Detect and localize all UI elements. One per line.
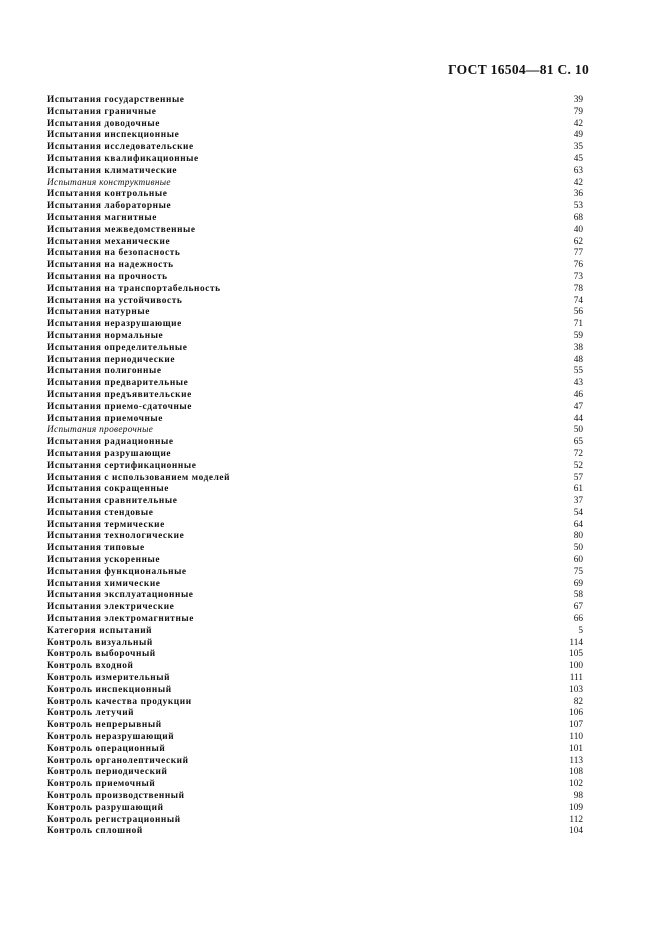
- index-page-number: 38: [573, 342, 583, 353]
- index-entry: [47, 520, 583, 532]
- index-entry: [47, 461, 583, 473]
- index-page-number: 49: [573, 130, 583, 141]
- index-page-number: 73: [573, 271, 583, 282]
- index-term: Испытания с использованием моделей: [47, 472, 231, 483]
- index-entry: [47, 484, 583, 496]
- index-term: Испытания предъявительские: [47, 389, 192, 400]
- index-entry: [47, 602, 583, 614]
- index-term: Испытания стендовые: [47, 507, 154, 518]
- index-term: Испытания сертификационные: [47, 460, 197, 471]
- index-page-number: 55: [573, 366, 583, 377]
- index-entry: [47, 791, 583, 803]
- index-term: Испытания лабораторные: [47, 201, 172, 212]
- index-term: Контроль операционный: [47, 743, 166, 754]
- index-entry: [47, 555, 583, 567]
- index-entry: [47, 119, 583, 131]
- index-page-number: 71: [573, 319, 583, 330]
- index-page-number: 107: [569, 720, 583, 731]
- index-page-number: 37: [573, 496, 583, 507]
- index-page-number: 109: [569, 802, 583, 813]
- index-page-number: 74: [573, 295, 583, 306]
- index-entry: [47, 697, 583, 709]
- index-page-number: 68: [573, 212, 583, 223]
- index-page-number: 35: [573, 142, 583, 153]
- index-term: Испытания радиационные: [47, 437, 174, 448]
- index-term: Испытания контрольные: [47, 189, 168, 200]
- index-page-number: 56: [573, 307, 583, 318]
- index-page-number: 54: [573, 507, 583, 518]
- index-term: Испытания химические: [47, 578, 161, 589]
- index-term: Испытания приемо-сдаточные: [47, 401, 193, 412]
- index-term: Испытания сокращенные: [47, 484, 169, 495]
- index-entry: [47, 331, 583, 343]
- index-term: Испытания определительные: [47, 342, 188, 353]
- index-entry: [47, 225, 583, 237]
- index-term: Контроль разрушающий: [47, 802, 164, 813]
- index-page-number: 106: [569, 708, 583, 719]
- index-page-number: 65: [573, 437, 583, 448]
- index-term: Контроль регистрационный: [47, 814, 181, 825]
- index-term: Испытания механические: [47, 236, 171, 247]
- index-entry: [47, 414, 583, 426]
- index-entry: [47, 343, 583, 355]
- index-page-number: 57: [573, 472, 583, 483]
- index-entry: [47, 390, 583, 402]
- index-term: Контроль неразрушающий: [47, 732, 175, 743]
- index-page-number: 62: [573, 236, 583, 247]
- index-page-number: 111: [569, 673, 583, 684]
- index-entry: [47, 685, 583, 697]
- index-entry: [47, 402, 583, 414]
- index-page-number: 67: [573, 602, 583, 613]
- index-page-number: 75: [573, 566, 583, 577]
- index-entry: [47, 720, 583, 732]
- index-entry: [47, 496, 583, 508]
- index-entry: [47, 826, 583, 838]
- index-term: Испытания полигонные: [47, 366, 162, 377]
- index-term: Испытания электромагнитные: [47, 614, 194, 625]
- index-page-number: 60: [573, 555, 583, 566]
- index-entry: [47, 732, 583, 744]
- index-page-number: 52: [573, 460, 583, 471]
- index-page-number: 98: [573, 791, 583, 802]
- index-page-number: 66: [573, 614, 583, 625]
- index-term: Контроль непрерывный: [47, 720, 162, 731]
- index-entry: [47, 590, 583, 602]
- index-page-number: 77: [573, 248, 583, 259]
- index-term: Испытания функциональные: [47, 566, 187, 577]
- index-entry: [47, 307, 583, 319]
- index-page-number: 42: [573, 118, 583, 129]
- index-term: Контроль инспекционный: [47, 684, 172, 695]
- index-page-number: 114: [569, 637, 583, 648]
- index-term: Испытания доводочные: [47, 118, 160, 129]
- index-page-number: 39: [573, 95, 583, 105]
- index-entry: [47, 107, 583, 119]
- index-entry: [47, 626, 583, 638]
- index-entry: [47, 649, 583, 661]
- index-term: Испытания периодические: [47, 354, 176, 365]
- index-page-number: 50: [573, 425, 583, 436]
- index-term: Испытания ускоренные: [47, 555, 161, 566]
- page-header: ГОСТ 16504—81 С. 10: [448, 62, 589, 77]
- index-term: Испытания на безопасность: [47, 248, 181, 259]
- index-page-number: 101: [569, 743, 583, 754]
- index-entry: [47, 567, 583, 579]
- index-term: Испытания предварительные: [47, 378, 189, 389]
- index-entry: [47, 355, 583, 367]
- index-term: Испытания эксплуатационные: [47, 590, 194, 601]
- index-term: Испытания сравнительные: [47, 496, 178, 507]
- index-term: Испытания магнитные: [47, 212, 157, 223]
- index-term: Контроль измерительный: [47, 673, 171, 684]
- index-entry: [47, 178, 583, 190]
- index-term: Испытания на устойчивость: [47, 295, 183, 306]
- index-term: Испытания технологические: [47, 531, 185, 542]
- index-term: Испытания приемочные: [47, 413, 163, 424]
- index-term: Контроль производственный: [47, 791, 185, 802]
- index-entry: [47, 437, 583, 449]
- index-page-number: 82: [573, 696, 583, 707]
- index-entry: [47, 779, 583, 791]
- index-entry: [47, 260, 583, 272]
- index-entry: [47, 284, 583, 296]
- index-term: Испытания граничные: [47, 106, 157, 117]
- index-page-number: 80: [573, 531, 583, 542]
- index-page-number: 53: [573, 201, 583, 212]
- index-entry: [47, 95, 583, 107]
- index-page-number: 42: [573, 177, 583, 188]
- index-page-number: 79: [573, 106, 583, 117]
- index-term: Категория испытаний: [47, 625, 153, 636]
- index-page-number: 58: [573, 590, 583, 601]
- index-term: Контроль периодический: [47, 767, 168, 778]
- index-page-number: 46: [573, 389, 583, 400]
- index-entry: [47, 815, 583, 827]
- index-term: Контроль выборочный: [47, 649, 156, 660]
- index-entry: [47, 142, 583, 154]
- index-entry: [47, 425, 583, 437]
- index-entry: [47, 673, 583, 685]
- index-term: Контроль приемочный: [47, 779, 156, 790]
- index-entry: [47, 638, 583, 650]
- index-page-number: 100: [569, 661, 583, 672]
- index-entry: [47, 130, 583, 142]
- index-term: Испытания нормальные: [47, 330, 164, 341]
- index-page-number: 47: [573, 401, 583, 412]
- index-entry: [47, 272, 583, 284]
- index-term: Испытания электрические: [47, 602, 175, 613]
- index-page-number: 36: [573, 189, 583, 200]
- index-entry: [47, 756, 583, 768]
- alphabetical-index: [47, 95, 583, 838]
- index-term: Испытания конструктивные: [47, 177, 171, 188]
- index-term: Контроль качества продукции: [47, 696, 192, 707]
- index-term: Испытания натурные: [47, 307, 150, 318]
- index-entry: [47, 449, 583, 461]
- index-term: Испытания на транспортабельность: [47, 283, 221, 294]
- index-page-number: 61: [573, 484, 583, 495]
- index-entry: [47, 661, 583, 673]
- index-page-number: 64: [573, 519, 583, 530]
- index-entry: [47, 378, 583, 390]
- index-entry: [47, 543, 583, 555]
- index-page-number: 104: [569, 826, 583, 837]
- index-page-number: 110: [569, 732, 583, 743]
- index-entry: [47, 614, 583, 626]
- index-page-number: 59: [573, 330, 583, 341]
- index-term: Испытания государственные: [47, 95, 185, 105]
- index-page-number: 113: [569, 755, 583, 766]
- index-entry: [47, 803, 583, 815]
- index-page-number: 40: [573, 224, 583, 235]
- index-term: Испытания на прочность: [47, 271, 168, 282]
- index-entry: [47, 189, 583, 201]
- index-term: Контроль входной: [47, 661, 134, 672]
- index-entry: [47, 166, 583, 178]
- index-entry: [47, 154, 583, 166]
- index-page-number: 44: [573, 413, 583, 424]
- index-entry: [47, 296, 583, 308]
- index-term: Контроль летучий: [47, 708, 135, 719]
- index-page-number: 48: [573, 354, 583, 365]
- index-page-number: 45: [573, 153, 583, 164]
- index-page-number: 72: [573, 448, 583, 459]
- index-term: Испытания межведомственные: [47, 224, 196, 235]
- index-term: Контроль визуальный: [47, 637, 153, 648]
- index-page-number: 103: [569, 684, 583, 695]
- index-entry: [47, 319, 583, 331]
- index-term: Испытания на надежность: [47, 260, 174, 271]
- index-page-number: 78: [573, 283, 583, 294]
- index-entry: [47, 237, 583, 249]
- index-page-number: 43: [573, 378, 583, 389]
- index-term: Испытания инспекционные: [47, 130, 180, 141]
- index-entry: [47, 744, 583, 756]
- index-entry: [47, 473, 583, 485]
- index-page-number: 63: [573, 165, 583, 176]
- index-entry: [47, 366, 583, 378]
- index-page-number: 76: [573, 260, 583, 271]
- index-page-number: 112: [569, 814, 583, 825]
- index-entry: [47, 579, 583, 591]
- index-term: Контроль органолептический: [47, 755, 189, 766]
- index-entry: [47, 248, 583, 260]
- index-entry: [47, 508, 583, 520]
- index-term: Испытания проверочные: [47, 425, 154, 436]
- index-term: Контроль сплошной: [47, 826, 143, 837]
- index-page-number: 102: [569, 779, 583, 790]
- index-entry: [47, 201, 583, 213]
- index-term: Испытания неразрушающие: [47, 319, 182, 330]
- index-page-number: 69: [573, 578, 583, 589]
- index-term: Испытания квалификационные: [47, 153, 199, 164]
- index-page-number: 5: [578, 625, 583, 636]
- index-term: Испытания типовые: [47, 543, 145, 554]
- index-page-number: 50: [573, 543, 583, 554]
- index-term: Испытания термические: [47, 519, 165, 530]
- index-term: Испытания исследовательские: [47, 142, 194, 153]
- index-term: Испытания климатические: [47, 165, 178, 176]
- index-page-number: 105: [569, 649, 583, 660]
- index-term: Испытания разрушающие: [47, 448, 172, 459]
- index-entry: [47, 767, 583, 779]
- index-entry: [47, 708, 583, 720]
- index-page-number: 108: [569, 767, 583, 778]
- index-entry: [47, 531, 583, 543]
- index-entry: [47, 213, 583, 225]
